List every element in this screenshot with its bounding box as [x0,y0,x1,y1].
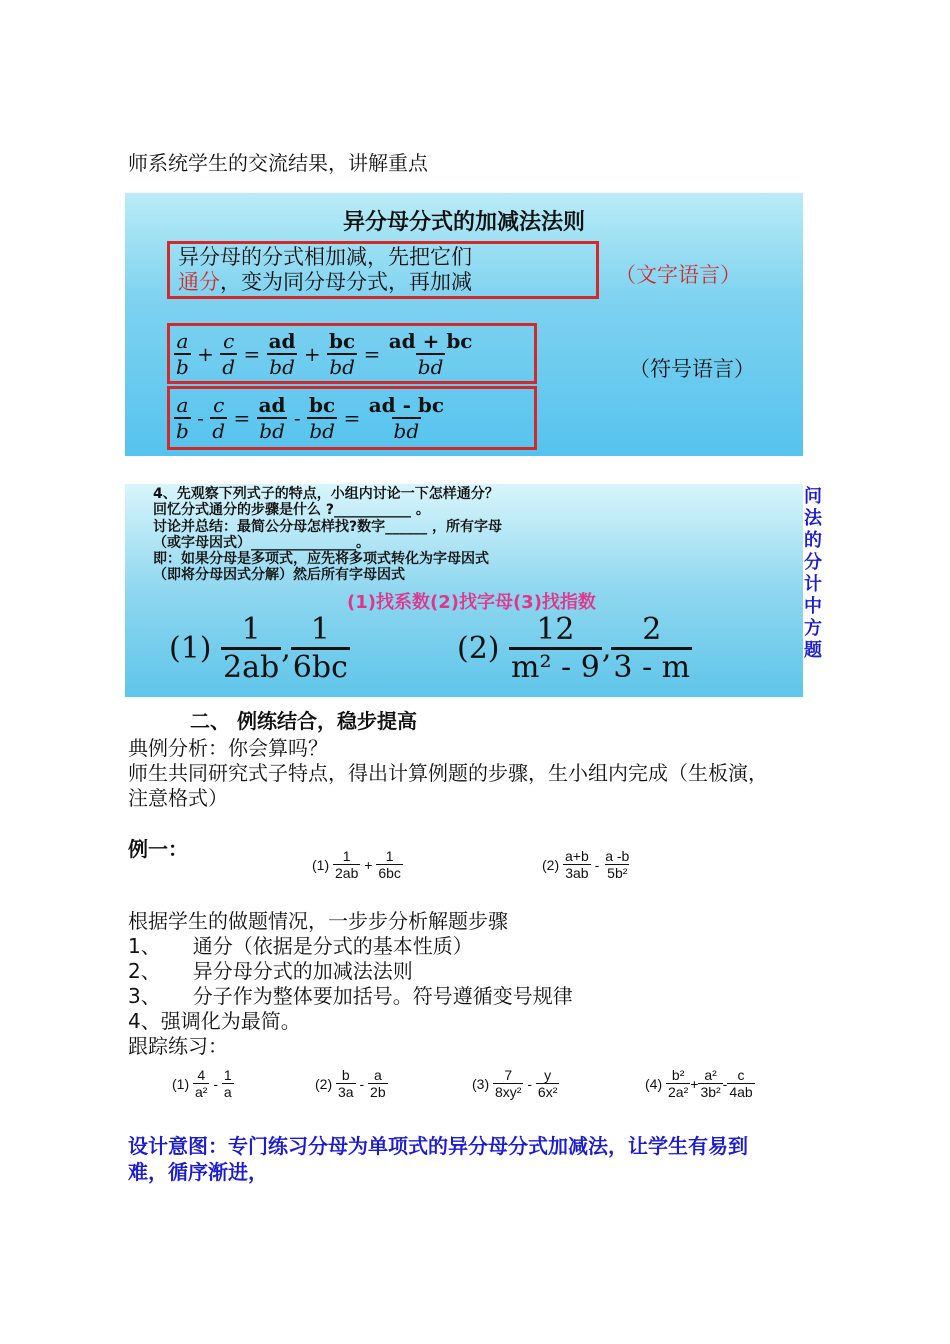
p1-f1-num: 1 [241,612,261,647]
problem-1-label: (1) [169,631,212,666]
slide-title: 异分母分式的加减法法则 [342,209,585,235]
add-den-bd-3: bd [417,355,444,379]
q3-f1-den: 8xy² [495,1084,522,1100]
sub-den-bd-3: bd [393,419,420,443]
step-2-num: 2、 [128,959,161,983]
paragraph-2-line-1: 师生共同研究式子特点，得出计算例题的步骤，生小组内完成（生板演， [128,761,768,785]
q3-f2-den: 6x² [537,1084,558,1100]
add-op-2: + [303,342,321,366]
sub-den-bd-1: bd [259,419,285,443]
step-1-num: 1、 [128,934,161,958]
q3-f1-num: 7 [504,1067,513,1083]
paragraph-2-line-2: 注意格式） [128,786,228,810]
practice-1 [172,1067,234,1100]
add-num-bc: bc [329,329,356,353]
q3-op: - [527,1075,533,1092]
common-denominator-slide [125,484,803,697]
add-eq-2: = [363,342,381,366]
e2-op: - [594,856,600,873]
sub-num-bc: bc [309,393,336,417]
add-eq: = [243,342,261,366]
rule-line-2 [178,270,472,295]
add-op: + [197,342,214,366]
section-heading: 二、 例练结合，稳步提高 [190,709,417,733]
sub-num-a: a [176,393,189,417]
example-2 [542,848,631,881]
side-vertical-text [803,486,823,662]
step-3-num: 3、 [128,984,161,1008]
q1-f2-num: 1 [223,1067,232,1083]
side-char: 中 [804,596,822,617]
side-char: 题 [804,640,822,661]
q2-f2-num: a [373,1067,382,1083]
q4-f3-num: c [737,1067,745,1083]
step-3 [128,983,573,1009]
design-intent-line-1: 设计意图：专门练习分母为单项式的异分母分式加减法，让学生有易到 [128,1134,748,1158]
slide2-line-1: 4、先观察下列式子的特点，小组内讨论一下怎样通分？ [153,486,499,502]
step-1 [128,933,473,959]
paragraph-1: 典例分析：你会算吗？ [128,736,328,760]
q4-f2-den: 3b² [700,1084,721,1100]
add-den-d: d [222,355,236,379]
step-3-text: 分子作为整体要加括号。符号遵循变号规律 [192,984,573,1008]
addition-formula-box [167,323,537,384]
q1-op: - [213,1075,219,1092]
practice-label: 跟踪练习： [128,1034,228,1058]
q1-f2-den: a [223,1084,232,1100]
q2-op: - [359,1075,365,1092]
side-char: 的 [804,530,822,551]
example-label: 例一： [128,837,188,861]
problem-2 [457,612,692,685]
q4-op-2: - [722,1075,728,1092]
add-num-a: a [176,329,189,353]
step-2-text: 异分母分式的加减法法则 [192,959,413,983]
addition-formula [174,329,474,379]
e1-f2-den: 6bc [378,865,401,881]
rule-highlight: 通分 [178,270,220,294]
p2-f2-num: 2 [642,612,662,647]
p2-comma: , [601,631,612,666]
q3-f2-num: y [544,1067,552,1083]
symbol-language-tag: （符号语言） [629,357,755,381]
add-num-c: c [223,329,235,353]
p2-f1-den: m² - 9 [509,647,602,685]
example-1 [312,848,403,881]
q4-op-1: + [690,1075,699,1092]
q4-f1-den: 2a² [668,1084,689,1100]
e1-f2-num: 1 [385,848,394,864]
sub-num-diff: ad - bc [368,393,445,417]
sub-op-2: - [293,406,301,430]
side-char: 分 [804,552,822,573]
sub-num-ad: ad [258,393,286,417]
p1-f2-num: 1 [310,612,330,647]
q1-f1-den: a² [195,1084,208,1100]
p2-f1-num: 12 [536,612,575,647]
subtraction-formula-box [167,386,537,450]
sub-num-c: c [213,393,225,417]
practice-2 [315,1067,388,1100]
add-num-ad: ad [268,329,296,353]
q2-label: (2) [315,1075,333,1092]
e1-f1-den: 2ab [335,865,359,881]
example-2-label: (2) [542,856,560,873]
p1-comma: , [281,631,291,666]
add-den-bd-2: bd [329,355,355,379]
p1-f1-den: 2ab [221,647,281,685]
e1-op: + [364,856,373,873]
find-steps: (1)找系数(2)找字母(3)找指数 [347,592,596,613]
problem-1 [169,612,350,685]
side-char: 法 [804,508,822,529]
sub-den-b: b [176,419,189,443]
q3-label: (3) [472,1075,490,1092]
q4-f2-num: a² [704,1067,717,1083]
q4-label: (4) [645,1075,663,1092]
problem-2-label: (2) [457,631,500,666]
slide2-line-3: 讨论并总结：最简公分母怎样找?数字______ ，所有字母 [153,519,502,535]
q2-f1-num: b [341,1067,350,1083]
rule-line-2-rest: ，变为同分母分式，再加减 [220,270,472,294]
q2-f1-den: 3a [338,1084,354,1100]
step-2 [128,958,413,984]
add-den-b: b [176,355,189,379]
sub-den-bd-2: bd [309,419,335,443]
q2-f2-den: 2b [370,1084,386,1100]
slide2-line-6: （即将分母因式分解）然后所有字母因式 [153,567,405,583]
subtraction-formula [174,393,446,443]
q1-f1-num: 4 [197,1067,206,1083]
e2-f2-den: 5b² [607,865,628,881]
slide2-line-2: 回忆分式通分的步骤是什么 ?___________ 。 [153,502,430,518]
slide2-line-5: 即：如果分母是多项式，应先将多项式转化为字母因式 [153,551,489,567]
sub-den-d: d [212,419,226,443]
intro-text: 师系统学生的交流结果，讲解重点 [128,151,428,175]
slide2-line-4: （或字母因式）_______________。 [153,535,370,551]
p2-f2-den: 3 - m [611,647,692,685]
side-char: 问 [804,486,822,507]
design-intent-line-2: 难，循序渐进， [128,1160,268,1184]
e1-f1-num: 1 [342,848,351,864]
sub-op: - [197,406,204,430]
text-language-tag: （文字语言） [615,263,741,287]
step-4: 4、强调化为最简。 [128,1009,301,1033]
sub-eq: = [233,406,251,430]
rule-slide [125,193,803,456]
side-char: 计 [804,574,822,595]
q4-f1-num: b² [671,1067,685,1083]
e2-f1-num: a+b [565,848,589,864]
rule-line-1: 异分母的分式相加减，先把它们 [178,245,472,269]
practice-3 [472,1067,559,1100]
example-1-label: (1) [312,856,330,873]
add-den-bd-1: bd [269,355,295,379]
analysis-text: 根据学生的做题情况，一步步分析解题步骤 [128,909,508,933]
sub-eq-2: = [343,406,361,430]
e2-f1-den: 3ab [565,865,589,881]
side-char: 方 [804,618,822,639]
practice-4 [645,1067,755,1100]
q1-label: (1) [172,1075,190,1092]
e2-f2-num: a -b [605,848,630,864]
step-1-text: 通分（依据是分式的基本性质） [192,934,473,958]
p1-f2-den: 6bc [291,647,350,685]
text-rule-box [167,241,599,299]
q4-f3-den: 4ab [729,1084,753,1100]
add-num-sum: ad + bc [388,329,473,353]
